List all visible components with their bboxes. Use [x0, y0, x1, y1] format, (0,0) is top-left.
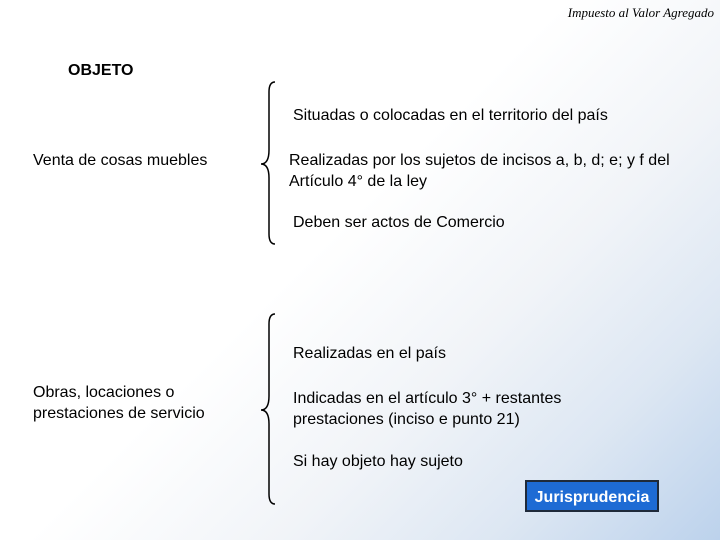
subject-label-1: Venta de cosas muebles: [33, 152, 208, 169]
header-title: Impuesto al Valor Agregado: [567, 5, 714, 20]
brace-1: [255, 78, 285, 248]
section-title: OBJETO: [68, 62, 134, 79]
condition-1-1: Situadas o colocadas en el territorio del país: [293, 107, 608, 124]
subject-label-2: Obras, locaciones o prestaciones de servicio: [33, 384, 205, 422]
condition-2-1: Realizadas en el país: [293, 345, 446, 362]
condition-2-2: Indicadas en el artículo 3° + restantes prestaciones (inciso e punto 21): [293, 390, 562, 428]
jurisprudencia-link[interactable]: Jurisprudencia: [525, 480, 659, 512]
brace-2: [255, 310, 285, 508]
condition-1-2: Realizadas por los sujetos de incisos a, b, d; e; y f del Artículo 4° de la ley: [289, 152, 670, 190]
condition-2-3: Si hay objeto hay sujeto: [293, 453, 463, 470]
condition-1-3: Deben ser actos de Comercio: [293, 214, 505, 231]
